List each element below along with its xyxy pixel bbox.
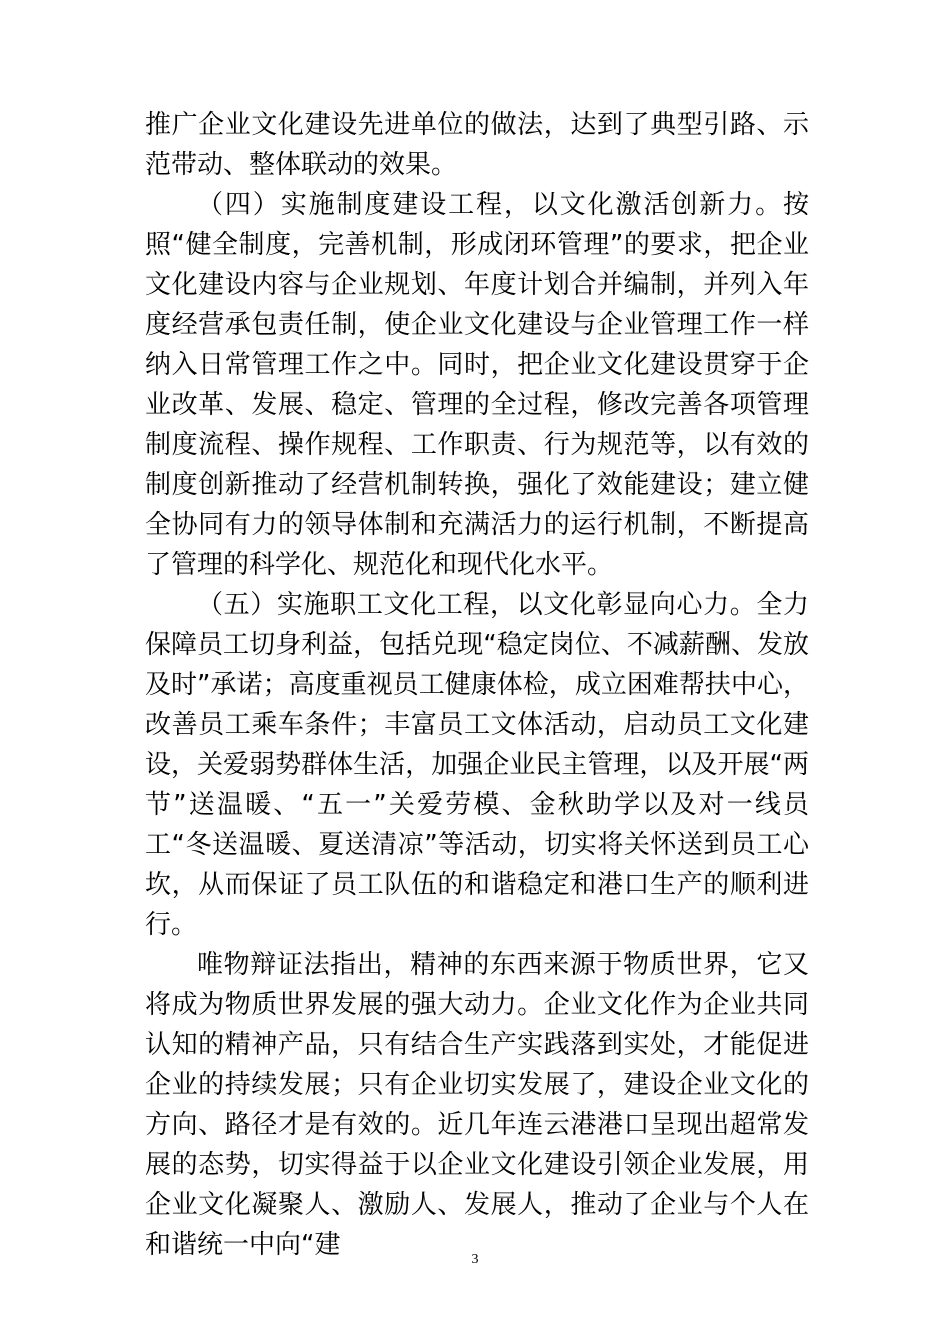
paragraph-continuation: 推广企业文化建设先进单位的做法，达到了典型引路、示范带动、整体联动的效果。 [145, 110, 809, 180]
page-number: 3 [471, 1252, 479, 1267]
document-body [145, 105, 809, 1265]
paragraph-institution-building: （四）实施制度建设工程，以文化激活创新力。按照“健全制度，完善机制，形成闭环管理”的要求，把企业文化建设内容与企业规划、年度计划合并编制，并列入年度经营承包责任制，使企业文化建设与企业管理工作一样纳入日常管理工作之中。同时，把企业文化建设贯穿于企业改革、发展、稳定、管理的全过程，修改完善各项管理制度流程、操作规程、工作职责、行为规范等，以有效的制度创新推动了经营机制转换，强化了效能建设；建立健全协同有力的领导体制和充满活力的运行机制，不断提高了管理的科学化、规范化和现代化水平。 [145, 190, 809, 580]
paragraph-dialectics: 唯物辩证法指出，精神的东西来源于物质世界，它又将成为物质世界发展的强大动力。企业文化作为企业共同认知的精神产品，只有结合生产实践落到实处，才能促进企业的持续发展；只有企业切实发展了，建设企业文化的方向、路径才是有效的。近几年连云港港口呈现出超常发展的态势，切实得益于以企业文化建设引领企业发展，用企业文化凝聚人、激励人、发展人，推动了企业与个人在和谐统一中向“建 [145, 950, 809, 1260]
paragraph-employee-culture: （五）实施职工文化工程，以文化彰显向心力。全力保障员工切身利益，包括兑现“稳定岗位、不减薪酬、发放及时”承诺；高度重视员工健康体检，成立困难帮扶中心，改善员工乘车条件；丰富员工文体活动，启动员工文化建设，关爱弱势群体生活，加强企业民主管理，以及开展“两节”送温暖、“五一”关爱劳模、金秋助学以及对一线员工“冬送温暖、夏送清凉”等活动，切实将关怀送到员工心坎，从而保证了员工队伍的和谐稳定和港口生产的顺利进行。 [145, 590, 809, 940]
